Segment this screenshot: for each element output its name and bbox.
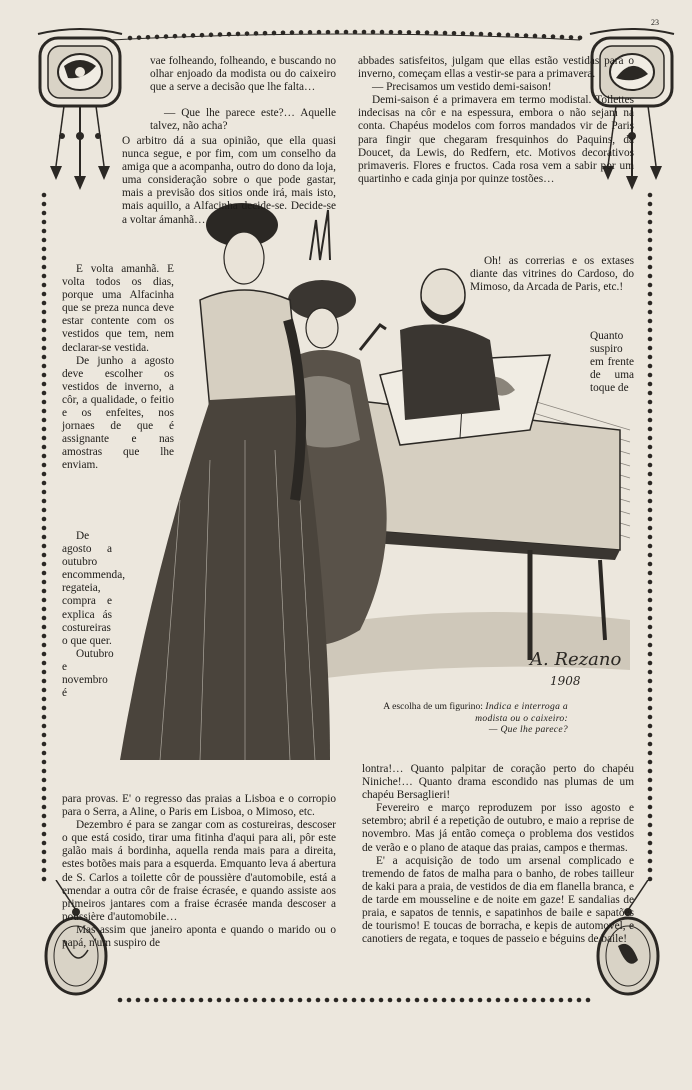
border-bead [648, 220, 653, 225]
border-bead [127, 998, 132, 1003]
border-bead [42, 337, 47, 342]
para-c1-agosto: De agosto a outubro encommenda, regateia, compra e explica ás costureiras o que quer. [62, 530, 126, 647]
border-bead [361, 998, 366, 1003]
border-bead [648, 553, 653, 558]
para-br-arsenal: E' a acquisição de todo um arsenal complicado e tremendo de fatos de malha para o banho, de robes tailleur de kaki para a praia, de vestidos de dia em flanella branca, e de tarde em mousseline e de noite em gaze! E sandalias de praia, e sapatos de tennis, e sapatinhos de baile e sapatões de tourismo! E toucas de borracha, e kepis de automovel, e canotiers de regata, e toques de passeio e béguins de baile! [362, 854, 634, 946]
border-bead [648, 580, 653, 585]
border-bead [397, 998, 402, 1003]
border-bead [648, 688, 653, 693]
signature: A. Rezano [530, 649, 622, 670]
border-bead [42, 382, 47, 387]
border-bead [42, 274, 47, 279]
border-bead [182, 34, 187, 39]
para-c2-q: — Precisamos um vestido demi-saison! [372, 81, 552, 94]
border-bead [155, 35, 160, 40]
border-bead [569, 35, 574, 40]
border-bead [514, 998, 519, 1003]
border-bead [199, 998, 204, 1003]
border-bead [209, 33, 214, 38]
border-bead [407, 30, 412, 35]
border-bead [648, 229, 653, 234]
border-bead [398, 30, 403, 35]
para-c1-junho: De junho a agosto deve escolher os vestidos de inverno, a côr, a qualidade, o feitio e os enfeites, nos jornaes de que é assignante e nas amostras que lhe enviam. [62, 354, 174, 472]
border-bead [42, 634, 47, 639]
border-bead [648, 859, 653, 864]
border-bead [42, 463, 47, 468]
border-bead [648, 535, 653, 540]
border-bead [262, 998, 267, 1003]
border-bead [648, 355, 653, 360]
border-bead [648, 256, 653, 261]
border-bead [415, 998, 420, 1003]
border-bead [42, 751, 47, 756]
border-bead [648, 607, 653, 612]
border-bead [648, 850, 653, 855]
border-bead [118, 998, 123, 1003]
border-bead [343, 998, 348, 1003]
border-bead [42, 283, 47, 288]
border-bead [648, 202, 653, 207]
border-bead [648, 814, 653, 819]
border-bead [452, 31, 457, 36]
border-bead [648, 490, 653, 495]
border-bead [648, 499, 653, 504]
border-bead [298, 998, 303, 1003]
para-c2-top: abbades satisfeitos, julgam que ellas estão vestidas para o inverno, começam ellas a vestir-se para a primavera. [358, 55, 634, 81]
border-bead [648, 796, 653, 801]
border-bead [648, 571, 653, 576]
border-bead [648, 328, 653, 333]
border-bead [648, 400, 653, 405]
border-bead [42, 661, 47, 666]
border-bead [648, 805, 653, 810]
border-bead [42, 760, 47, 765]
border-bead [42, 499, 47, 504]
border-bead [173, 34, 178, 39]
border-bead [42, 202, 47, 207]
border-bead [42, 859, 47, 864]
border-bead [506, 33, 511, 38]
border-bead [42, 580, 47, 585]
border-bead [425, 30, 430, 35]
border-bead [469, 998, 474, 1003]
border-bead [560, 35, 565, 40]
para-c1-q: — Que lhe parece este?… Aquelle talvez, não acha? [150, 107, 336, 133]
border-bead [326, 30, 331, 35]
border-bead [42, 238, 47, 243]
border-bead [42, 769, 47, 774]
border-bead [505, 998, 510, 1003]
para-br-lontra: lontra!… Quanto palpitar de coração perto do chapéu Niniche!… Quanto drama escondido nas plumas de um chapéu Bersaglieri! [362, 763, 634, 802]
border-bead [42, 193, 47, 198]
border-bead [42, 310, 47, 315]
border-bead [263, 31, 268, 36]
border-bead [316, 998, 321, 1003]
border-bead [648, 724, 653, 729]
para-bl-dezembro: Dezembro é para se zangar com as costureiras, descoser o que está cosido, tirar uma fitinha d'aqui para ali, pôr este galão mais á bordinha, aquella renda mais para a direita, estes botões mais para a esquerda. Emquanto leva á abertura de S. Carlos a toilette côr de poussière d'automobile, está a emendar a outra côr de fraise écrasée, e quando assiste aos primeiros jantares com a fraise écrasée manda descoser a poussière d'automobile… [62, 819, 336, 923]
border-bead [648, 670, 653, 675]
border-bead [648, 544, 653, 549]
border-bead [42, 265, 47, 270]
border-bead [42, 373, 47, 378]
border-bead [648, 643, 653, 648]
border-bead [335, 30, 340, 35]
border-bead [648, 301, 653, 306]
col-right-oh [470, 255, 634, 294]
border-bead [42, 346, 47, 351]
border-bead [42, 562, 47, 567]
border-bead [42, 706, 47, 711]
border-bead [42, 733, 47, 738]
illustration-caption [378, 701, 568, 736]
border-bead [568, 998, 573, 1003]
border-bead [487, 998, 492, 1003]
border-bead [648, 481, 653, 486]
border-bead [42, 319, 47, 324]
border-bead [648, 337, 653, 342]
para-bl-janeiro: Mas assim que janeiro aponta e quando o marido ou o papá, n'um suspiro de [62, 923, 336, 950]
col-right-quanto [590, 330, 634, 395]
border-bead [299, 30, 304, 35]
border-bead [42, 643, 47, 648]
border-bead [648, 733, 653, 738]
border-bead [648, 679, 653, 684]
border-bead [648, 238, 653, 243]
col-right-top [358, 55, 634, 186]
border-bead [586, 998, 591, 1003]
signature-year: 1908 [550, 674, 581, 688]
col-bottom-right [362, 763, 634, 946]
border-bead [172, 998, 177, 1003]
border-bead [137, 35, 142, 40]
page-corner-mark: 23 [651, 18, 659, 27]
col-left-q [150, 107, 336, 133]
border-bead [42, 481, 47, 486]
border-bead [451, 998, 456, 1003]
border-bead [42, 292, 47, 297]
border-bead [460, 998, 465, 1003]
border-bead [42, 220, 47, 225]
border-bead [648, 436, 653, 441]
border-bead [42, 571, 47, 576]
border-bead [648, 778, 653, 783]
col-bottom-left [62, 793, 336, 950]
border-bead [434, 31, 439, 36]
border-bead [42, 688, 47, 693]
border-bead [578, 35, 583, 40]
border-bead [42, 400, 47, 405]
border-bead [163, 998, 168, 1003]
border-bead [42, 301, 47, 306]
border-bead [648, 769, 653, 774]
border-bead [648, 832, 653, 837]
border-bead [648, 697, 653, 702]
border-bead [272, 31, 277, 36]
border-bead [648, 319, 653, 324]
caption-lead: A escolha de um figurino: [383, 701, 483, 712]
border-bead [42, 211, 47, 216]
border-bead [389, 30, 394, 35]
border-bead [648, 445, 653, 450]
border-bead [648, 283, 653, 288]
border-bead [461, 31, 466, 36]
border-bead [542, 34, 547, 39]
border-bead [370, 998, 375, 1003]
border-bead [289, 998, 294, 1003]
border-bead [648, 508, 653, 513]
border-bead [648, 310, 653, 315]
border-bead [577, 998, 582, 1003]
border-bead [42, 247, 47, 252]
border-bead [42, 607, 47, 612]
border-bead [541, 998, 546, 1003]
border-bead [244, 998, 249, 1003]
border-bead [515, 33, 520, 38]
border-bead [648, 364, 653, 369]
border-bead [648, 517, 653, 522]
border-bead [648, 706, 653, 711]
border-bead [236, 32, 241, 37]
para-c1-outubro: Outubro e novembro é [62, 647, 114, 700]
border-bead [380, 30, 385, 35]
border-bead [648, 661, 653, 666]
border-bead [42, 553, 47, 558]
border-bead [424, 998, 429, 1003]
caption-italic: Indica e interroga a modista ou o caixeiro: [475, 701, 568, 724]
border-bead [648, 409, 653, 414]
border-bead [42, 850, 47, 855]
border-bead [42, 526, 47, 531]
border-bead [271, 998, 276, 1003]
border-bead [559, 998, 564, 1003]
border-bead [533, 34, 538, 39]
border-bead [42, 409, 47, 414]
border-bead [42, 670, 47, 675]
border-bead [550, 998, 555, 1003]
border-bead [406, 998, 411, 1003]
col-left-narrow [62, 263, 174, 473]
para-br-fevereiro: Fevereiro e março reproduzem por isso agosto e setembro; abril é a repetição de outubro, e maio a reprise de novembro. Mas já então começa o problema dos vestidos de verão e o plano de ataque das praias, campos e thermas. [362, 802, 634, 854]
border-bead [416, 30, 421, 35]
border-bead [648, 652, 653, 657]
border-bead [226, 998, 231, 1003]
border-bead [245, 31, 250, 36]
border-bead [200, 33, 205, 38]
border-bead [648, 373, 653, 378]
border-bead [42, 616, 47, 621]
border-bead [648, 418, 653, 423]
border-bead [42, 598, 47, 603]
caption-quote: — Que lhe parece? [488, 724, 568, 735]
border-bead [308, 30, 313, 35]
border-bead [648, 526, 653, 531]
border-bead [648, 589, 653, 594]
border-bead [190, 998, 195, 1003]
border-bead [433, 998, 438, 1003]
border-bead [497, 32, 502, 37]
border-bead [42, 589, 47, 594]
border-bead [648, 382, 653, 387]
border-bead [281, 30, 286, 35]
border-bead [648, 472, 653, 477]
border-bead [217, 998, 222, 1003]
col-left-top [150, 55, 336, 94]
border-bead [524, 33, 529, 38]
border-bead [648, 715, 653, 720]
border-bead [648, 625, 653, 630]
border-bead [648, 751, 653, 756]
border-bead [42, 724, 47, 729]
border-bead [146, 35, 151, 40]
border-bead [154, 998, 159, 1003]
border-bead [496, 998, 501, 1003]
border-bead [479, 32, 484, 37]
border-bead [290, 30, 295, 35]
border-bead [648, 193, 653, 198]
border-bead [648, 760, 653, 765]
border-bead [145, 998, 150, 1003]
border-bead [218, 32, 223, 37]
border-bead [42, 796, 47, 801]
border-bead [42, 229, 47, 234]
border-bead [648, 742, 653, 747]
col-left-very-narrow [62, 530, 126, 700]
border-bead [443, 31, 448, 36]
border-bead [42, 436, 47, 441]
border-bead [648, 265, 653, 270]
border-bead [42, 391, 47, 396]
border-bead [388, 998, 393, 1003]
border-bead [648, 247, 653, 252]
border-bead [42, 778, 47, 783]
border-bead [42, 679, 47, 684]
border-bead [42, 508, 47, 513]
border-bead [334, 998, 339, 1003]
para-c1-top: vae folheando, folheando, e buscando no olhar enjoado da modista ou do caixeiro que a serve a decisão que lhe falta… [150, 55, 336, 94]
border-bead [648, 598, 653, 603]
border-bead [42, 715, 47, 720]
border-bead [42, 418, 47, 423]
border-bead [478, 998, 483, 1003]
border-bead [280, 998, 285, 1003]
border-bead [42, 787, 47, 792]
border-bead [42, 868, 47, 873]
border-bead [42, 841, 47, 846]
para-bl-provas: para provas. E' o regresso das praias a Lisboa e o corropio para o Serra, a Aline, o Paris em Lisboa, o Mimoso, etc. [62, 793, 336, 819]
border-bead [42, 832, 47, 837]
border-bead [488, 32, 493, 37]
border-bead [352, 998, 357, 1003]
border-bead [371, 30, 376, 35]
para-c2-oh: Oh! as correrias e os extases diante das vitrines do Cardoso, do Mimoso, da Arcada de Paris, etc.! [470, 255, 634, 294]
border-bead [181, 998, 186, 1003]
border-bead [42, 517, 47, 522]
border-bead [648, 292, 653, 297]
border-bead [470, 31, 475, 36]
border-bead [42, 823, 47, 828]
border-bead [42, 652, 47, 657]
para-c1-volta: E volta amanhã. E volta todos os dias, porque uma Alfacinha que se preza nunca deve estar contente com os vestidos que tem, nem declarar-se vestida. [62, 263, 174, 354]
border-bead [648, 841, 653, 846]
border-bead [42, 490, 47, 495]
border-bead [235, 998, 240, 1003]
border-bead [442, 998, 447, 1003]
border-bead [648, 391, 653, 396]
border-bead [648, 427, 653, 432]
border-bead [208, 998, 213, 1003]
border-bead [42, 697, 47, 702]
border-bead [317, 30, 322, 35]
border-bead [136, 998, 141, 1003]
border-bead [42, 454, 47, 459]
border-bead [253, 998, 258, 1003]
border-bead [362, 30, 367, 35]
border-bead [648, 346, 653, 351]
border-bead [532, 998, 537, 1003]
border-bead [42, 742, 47, 747]
border-bead [648, 787, 653, 792]
border-bead [42, 427, 47, 432]
border-bead [42, 805, 47, 810]
border-bead [42, 256, 47, 261]
border-bead [648, 211, 653, 216]
border-bead [648, 274, 653, 279]
border-bead [42, 544, 47, 549]
border-bead [648, 634, 653, 639]
border-bead [42, 364, 47, 369]
border-bead [523, 998, 528, 1003]
border-bead [648, 868, 653, 873]
border-bead [227, 32, 232, 37]
border-bead [325, 998, 330, 1003]
border-bead [648, 562, 653, 567]
border-bead [307, 998, 312, 1003]
border-bead [648, 463, 653, 468]
border-bead [42, 445, 47, 450]
border-bead [42, 355, 47, 360]
border-bead [191, 33, 196, 38]
border-bead [254, 31, 259, 36]
para-c2-demi: Demi-saison é a primavera em termo modistal. Toilettes indecisas na côr e na espessura, embora o não sejam na conta. Chapéus modelos com forros mandados vir de Paris para fingir que chegaram fresquinhos do Paquins, da Doucet, da Lewis, do Redfern, etc. Motivos decorativos primaveris. Flores e fructos. Cada rosa vem a sabir por um quartinho e cada ginja por quinze tostões… [358, 94, 634, 185]
para-c2-quanto: Quanto suspiro em frente de uma toque de [590, 330, 634, 395]
border-bead [379, 998, 384, 1003]
border-bead [42, 328, 47, 333]
border-bead [164, 34, 169, 39]
border-bead [42, 814, 47, 819]
border-bead [42, 625, 47, 630]
para-c1-arbitro: O arbitro dá a sua opinião, que ella quasi nunca segue, e por fim, com um conselho da amiga que a acompanha, outro do dono da loja, uma consideração sobre o que pode gastar, mais a previsão dos sitios onde irá, mais isto, mais aquillo, a Alfacinha decide-se. Decide-se a voltar ámanhã… [122, 135, 336, 226]
border-bead [648, 616, 653, 621]
border-bead [42, 472, 47, 477]
border-bead [353, 30, 358, 35]
border-bead [551, 34, 556, 39]
border-bead [648, 823, 653, 828]
border-bead [128, 36, 133, 41]
border-bead [42, 535, 47, 540]
border-bead [344, 30, 349, 35]
border-bead [648, 454, 653, 459]
col-left-arbitro [62, 135, 336, 227]
